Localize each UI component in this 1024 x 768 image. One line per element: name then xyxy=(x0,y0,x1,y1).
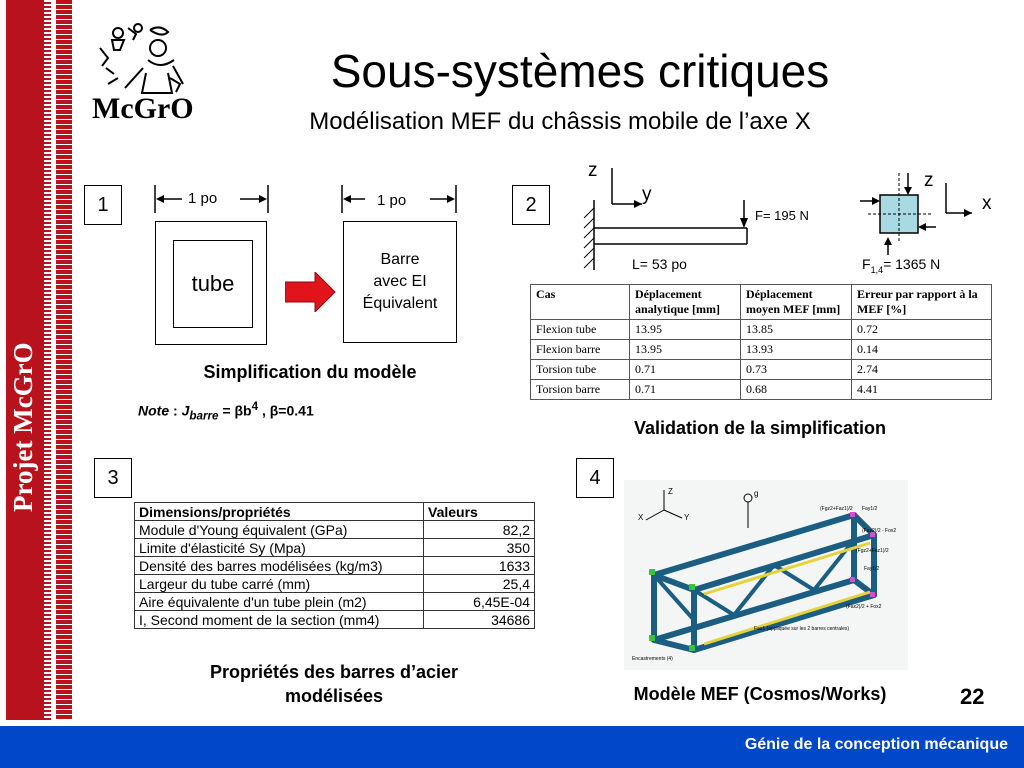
bar-line-1: Barre xyxy=(380,251,420,268)
axis-z-label: z xyxy=(588,160,598,181)
table-row xyxy=(135,593,535,611)
cell: 34686 xyxy=(424,611,535,629)
cell: 0.72 xyxy=(852,320,992,340)
table-row xyxy=(135,521,535,539)
table-row xyxy=(135,539,535,557)
cell: 13.95 xyxy=(630,320,741,340)
cell: Torsion barre xyxy=(531,380,630,400)
table-row xyxy=(531,320,992,340)
note-sub: barre xyxy=(189,409,219,423)
fem-label-7: Fax1 (appliquée sur les 2 barres centrales) xyxy=(754,626,850,632)
panel-4-number: 4 xyxy=(576,458,614,498)
fem-label-2: Fay1/2 xyxy=(862,506,878,512)
cell: 25,4 xyxy=(424,575,535,593)
validation-table-header xyxy=(531,285,992,320)
page-number: 22 xyxy=(960,684,985,709)
footer-text: Génie de la conception mécanique xyxy=(744,736,1008,753)
force2-prefix: F xyxy=(862,256,871,272)
header-valeurs: Valeurs xyxy=(424,503,535,521)
cell: 13.95 xyxy=(630,340,741,360)
fem-axis-y: Y xyxy=(684,513,690,522)
tube-inner-square xyxy=(173,240,253,328)
table-row xyxy=(135,575,535,593)
properties-header xyxy=(135,503,535,521)
panel-3-number: 3 xyxy=(94,458,132,498)
fem-label-3: (Fay2)/2 - Fox2 xyxy=(862,528,897,534)
fem-label-1: (Fgz2+Faz1)/2 xyxy=(820,506,853,512)
note-sup: 4 xyxy=(251,400,259,413)
cell: 0.71 xyxy=(630,380,741,400)
cell: 6,45E-04 xyxy=(424,593,535,611)
equivalent-bar-box xyxy=(343,221,457,343)
cell: 0.73 xyxy=(741,360,852,380)
validation-table-wrapper xyxy=(530,284,992,400)
table-row xyxy=(531,380,992,400)
header-cas: Cas xyxy=(531,285,630,320)
panel-1-number: 1 xyxy=(84,185,122,225)
left-band-stripes-2 xyxy=(56,0,72,720)
note-colon: : xyxy=(169,402,182,419)
note-formula xyxy=(138,400,314,422)
cell: 0.68 xyxy=(741,380,852,400)
cell: 2.74 xyxy=(852,360,992,380)
cell: Flexion tube xyxy=(531,320,630,340)
header-erreur: Erreur par rapport à la MEF [%] xyxy=(852,285,992,320)
cell: 82,2 xyxy=(424,521,535,539)
mcgro-logo xyxy=(88,18,198,128)
fem-label-8: Encastrements (4) xyxy=(632,656,673,662)
bar-line-3: Équivalent xyxy=(362,295,438,312)
cell: 4.41 xyxy=(852,380,992,400)
cell: 13.85 xyxy=(741,320,852,340)
caption-line-2: modélisées xyxy=(284,686,384,706)
axis-z2-label: z xyxy=(924,170,934,191)
cell: Largeur du tube carré (mm) xyxy=(135,575,424,593)
panel-2-caption: Validation de la simplification xyxy=(633,418,887,438)
cell: I, Second moment de la section (mm4) xyxy=(135,611,424,629)
force2-sub: 1,4 xyxy=(870,264,884,275)
bar-line-2: avec EI xyxy=(373,273,427,290)
dimension-right-label: 1 po xyxy=(377,192,407,209)
table-row xyxy=(531,360,992,380)
cell: Module d'Young équivalent (GPa) xyxy=(135,521,424,539)
cell: Aire équivalente d'un tube plein (m2) xyxy=(135,593,424,611)
cell: Limite d'élasticité Sy (Mpa) xyxy=(135,539,424,557)
cell: Densité des barres modélisées (kg/m3) xyxy=(135,557,424,575)
fem-axis-z: Z xyxy=(668,487,673,496)
dimension-left-label: 1 po xyxy=(188,190,218,207)
panel-1-caption: Simplification du modèle xyxy=(203,362,417,382)
fem-axis-x: X xyxy=(638,513,644,522)
note-j: J xyxy=(181,402,190,419)
note-rest: , β=0.41 xyxy=(258,402,314,419)
axis-x2-label: x xyxy=(982,193,992,214)
force2-label xyxy=(862,256,940,275)
fem-label-4: (Fgz2+Faz1)/2 xyxy=(856,548,889,554)
panel-3-caption xyxy=(134,660,534,708)
slide-subtitle: Modélisation MEF du châssis mobile de l’axe X xyxy=(309,108,811,135)
tube-label: tube xyxy=(191,271,235,296)
force-label: F= 195 N xyxy=(755,208,809,223)
force2-rest: = 1365 N xyxy=(883,256,941,272)
red-arrow-icon xyxy=(285,272,337,312)
slide-title: Sous-systèmes critiques xyxy=(330,45,830,97)
table-row xyxy=(135,557,535,575)
note-prefix: Note xyxy=(138,402,170,419)
project-title-vertical: Projet McGrO xyxy=(8,342,38,512)
cell: Torsion tube xyxy=(531,360,630,380)
axis-y-label: y xyxy=(642,184,652,205)
fem-label-5: Fay1/2 xyxy=(864,566,880,572)
properties-table xyxy=(134,502,535,629)
table-row xyxy=(135,611,535,629)
note-eq: = βb xyxy=(218,402,252,419)
fem-model-image xyxy=(624,480,908,670)
logo-text: McGrO xyxy=(92,92,194,125)
caption-line-1: Propriétés des barres d’acier xyxy=(209,662,459,682)
properties-table-wrapper xyxy=(134,502,535,629)
cell: 1633 xyxy=(424,557,535,575)
panel-2-number: 2 xyxy=(512,185,550,225)
header-analytique: Déplacement analytique [mm] xyxy=(630,285,741,320)
cell: 13.93 xyxy=(741,340,852,360)
left-band-stripes xyxy=(44,0,51,720)
validation-table xyxy=(530,284,992,400)
table-row xyxy=(531,340,992,360)
panel-4-caption: Modèle MEF (Cosmos/Works) xyxy=(633,684,887,704)
length-label: L= 53 po xyxy=(632,256,687,272)
mascot-icon xyxy=(88,18,198,128)
cell: 0.14 xyxy=(852,340,992,360)
cell: 350 xyxy=(424,539,535,557)
fem-g: g xyxy=(754,489,759,498)
cell: 0.71 xyxy=(630,360,741,380)
header-mef: Déplacement moyen MEF [mm] xyxy=(741,285,852,320)
fem-frame-svg xyxy=(624,480,908,670)
fem-label-6: (Fax2)/2 + Fox2 xyxy=(846,604,882,610)
header-dimensions: Dimensions/propriétés xyxy=(135,503,424,521)
cell: Flexion barre xyxy=(531,340,630,360)
